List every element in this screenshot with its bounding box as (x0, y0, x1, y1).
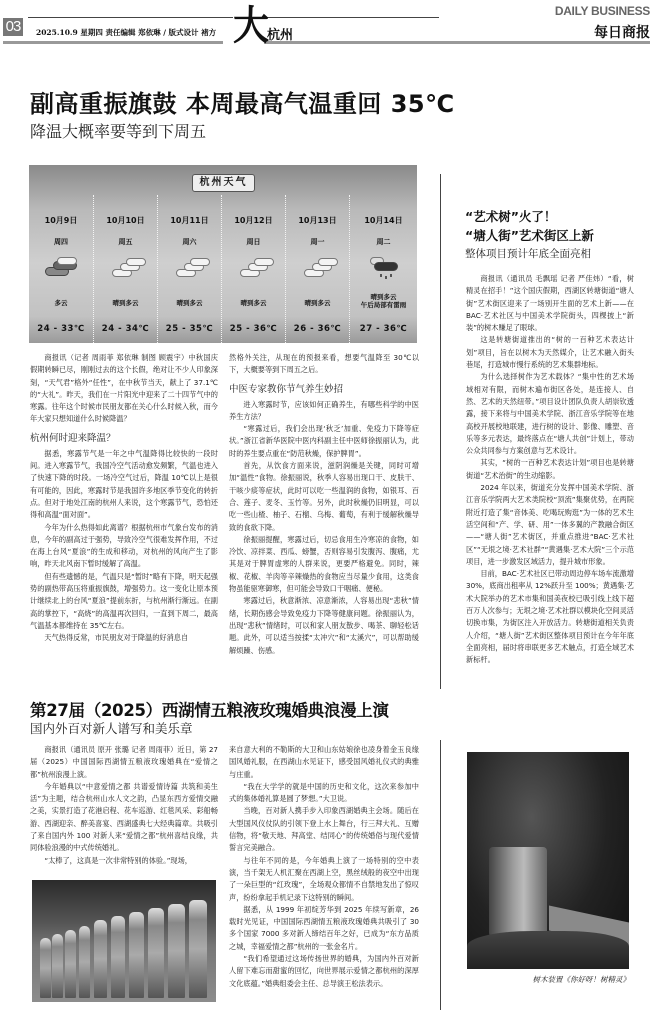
section-logo-char: 大 (233, 2, 269, 49)
forecast-description: 晴到多云 (240, 299, 267, 307)
paragraph: 商报讯（通讯员 原开 张璐 记者 周雨菲）近日，第 27 届（2025）中国国际西湖情五粮液玫瑰婚典在“爱情之都”杭州浪漫上演。 (30, 745, 218, 779)
art-headline-line1: “艺术树”火了！ (465, 209, 557, 224)
paragraph: 今年为什么热得如此离谱？根据杭州市气象台发布的消息，今年的副高过于强势，导致冷空气很难发挥作用，不过在海上台风“夏浪”的生成和移动，对杭州的风向产生了影响，昨天北风南下暂时缓解了高温。 (30, 522, 218, 569)
sunny-to-cloudy-icon (238, 257, 270, 283)
forecast-temperature: 25 - 35℃ (165, 324, 214, 334)
lead-story-column-1 (30, 352, 218, 645)
paragraph: 据悉，寒露节气是一年之中气温降得比较快的一段时间。进入寒露节气，我国冷空气活动愈发频繁，气温也进入了快速下降的时段。一场冷空气过后，降温 10℃以上是很有可能的，因此，寒露时节是我国许多地区季节变化的转折点。但对于地处江南的杭州人来说，这个寒露节气，恐怕还得和高温“面对面”。 (30, 448, 218, 520)
masthead-rule (262, 17, 439, 18)
paragraph: 其实，“树的一百种艺术表达计划”项目也是转塘街道“艺术治街”的生动缩影。 (466, 458, 634, 480)
column-divider (440, 174, 441, 689)
paragraph: 目前，BAC·艺术社区已带动周边停车场车流激增 30%，底商出租率从 12%跃升至 100%；黄遇集·艺术大院举办的艺术市集和国美夜校已吸引线上线下超百万人次参与；无垠之境·艺术社群以模块化空间灵活切换市集，为街区注入开放活力。转塘街道相关负责人介绍，“塘人街”艺术街区整体项目预计在今年年底全面亮相，届时将串联更多艺术触点，打造全域艺术新标杆。 (466, 569, 634, 665)
forecast-description: 晴到多云 (112, 299, 139, 307)
photo-caption: 树木装置《你好呀！树精灵》 (532, 975, 630, 984)
page-number: 03 (3, 18, 23, 36)
wedding-story-column-1 (30, 744, 218, 867)
section-name: 杭州 (267, 28, 294, 43)
forecast-description (350, 293, 417, 309)
paragraph: “寒露过后，我们会出现‘秋乏’加重、免疫力下降等症状。”浙江省新华医院中医内科副主任中医师徐振丽认为，此时的养生要点重在“防范秋燥，保护脾胃”。 (229, 424, 419, 458)
forecast-day (157, 195, 221, 343)
tree-art-photo (467, 752, 629, 969)
section-subheading: 中医专家教你节气养生妙招 (229, 383, 344, 395)
forecast-temperature: 24 - 33℃ (37, 324, 85, 334)
forecast-date: 10月9日 (44, 216, 78, 225)
sunny-to-cloudy-icon (110, 257, 142, 283)
forecast-weekday: 周四 (54, 238, 68, 246)
paragraph: 进入寒露时节，应该如何正确养生，有哪些科学的中医养生方法？ (229, 399, 419, 421)
wedding-story-column-2 (229, 744, 419, 990)
forecast-description: 多云 (54, 299, 68, 307)
art-headline-line2: “塘人街”艺术街区上新 (465, 228, 594, 243)
brand-name-cn: 每日商报 (594, 25, 650, 41)
forecast-date: 10月10日 (106, 216, 145, 225)
paragraph: 来自意大利的不勒斯的大卫和山东姑娘徐也凌身着金玉良缘国风婚礼服，在西湖山水见证下，感受国风婚礼仪式的典雅与庄重。 (229, 745, 419, 779)
wedding-photo (32, 880, 216, 1002)
paragraph: 首先，从饮食方面来说，滋阴润燥是关键，同时可增加“温性”食物。徐振丽说，秋季人容易出现口干、皮肤干、干咳少痰等症状，此时可以吃一些温润的食物，如银耳、百合、莲子、麦冬、玉竹等。另外，此时秋燥仍旧明显，可以吃一些山楂、柚子、石榴、乌梅、葡萄，有利于缓解秋燥导致的食欲下降。 (229, 461, 419, 532)
weather-forecast-panel (29, 165, 417, 343)
forecast-weekday: 周五 (118, 238, 133, 246)
forecast-description-line1: 晴到多云 (370, 293, 397, 301)
forecast-temperature: 24 - 34℃ (101, 324, 150, 334)
paragraph: “我们希望通过这场传扬世界的婚典，为国内外百对新人留下难忘而甜蜜的回忆，向世界展示爱情之都杭州的深厚文化底蕴。”婚典组委会主任、总导演王松法表示。 (229, 954, 419, 988)
paragraph: 与往年不同的是，今年婚典上演了一场特别的空中表演，当千架无人机汇聚在西湖上空，黑丝绒般的夜空中出现了一朵巨型的“红玫瑰”，全场观众都情不自禁地发出了惊叹声，纷纷拿起手机记录下这特别的瞬间。 (229, 855, 419, 902)
sunny-to-cloudy-icon (302, 257, 334, 283)
paragraph: 寒露过后，秋意渐浓、凉意渐浓，人容易出现“悲秋”情绪，长期伤感会导致免疫力下降等健康问题。徐振丽认为，出现“悲秋”情绪时，可以和家人朋友散步、喝茶、聊轻松话题。此外，可以适当按揉“太冲穴”和“太溪穴”，可以帮助缓解烦躁、伤感。 (229, 596, 419, 655)
forecast-weekday: 周日 (246, 238, 261, 246)
cloudy-icon (45, 257, 77, 283)
paragraph: 今年婚典以“中意爱情之都 共谱爱情诗篇 共筑和美生活”为主题，结合杭州山水人文之韵，凸显东西方爱情交融之美，实景打造了花港启程、花车巡游、红毯风采、彩船畅游、西湖迎亲、醉美喜宴、西湖盛典七大经典篇章。共吸引了来自国内外 100 对新人来“爱情之都”杭州喜结良缘，共同体验浪漫的中式传统婚礼。 (30, 781, 218, 853)
lead-subhead: 降温大概率要等到下周五 (30, 122, 207, 141)
paragraph: 但有些遗憾的是，气温只是“暂时”略有下降，明天起强势的副热带高压将重振旗鼓，增强势力。这一变化让原本预计继续北上的台风“夏浪”提前东折，与杭州渐行渐远。在副高的掌控下，“高烧”的高温再次回归，一直到下周二，最高气温基本都维持在 35℃左右。 (30, 571, 218, 630)
brand-name-en: DAILY BUSINESS (554, 4, 650, 18)
paragraph: 商报讯（记者 周雨菲 郑依琳 制图 顾震宇）中秋国庆假期转瞬已尽，刚刚过去的这个长假，绝对让不少人印象深刻，“天气君”格外“任性”，在中秋节当天，献上了 37.1℃的“大礼”。昨天，我们在一片阳光中迎来了二十四节气中的寒露。往年这个时候市民朋友都在关心什么时候入秋，而今年大家只想知道什么时候降温？ (30, 353, 218, 424)
paragraph: 徐振丽提醒，寒露过后，切忌食用生冷寒凉的食物，如冷饮、凉拌菜、西瓜、螃蟹，否则容易引发腹泻、腹痛，尤其是对于脾胃虚寒的人群来说，更要严格避免。同时，辣椒、花椒、羊肉等辛辣燥热的食物应当尽量少食用，这类食物虽能驱寒御寒，但可能会导致口干咽痛、便秘。 (229, 534, 419, 594)
forecast-date: 10月14日 (364, 216, 403, 225)
forecast-weekday: 周二 (376, 238, 391, 246)
forecast-date: 10月11日 (170, 216, 209, 225)
art-subhead: 整体项目预计年底全面亮相 (465, 248, 591, 260)
wedding-subhead: 国内外百对新人谱写和美乐章 (30, 721, 193, 736)
forecast-day (93, 195, 157, 343)
forecast-description: 晴到多云 (176, 299, 203, 307)
issue-meta: 2025.10.9 星期四 责任编辑 郑依琳 / 版式设计 褚方 (36, 28, 217, 37)
masthead-band (264, 41, 650, 44)
paragraph: 据悉，从 1999 年初绽芳华到 2025 年续写新章，26 载时光见证，中国国际西湖情五粮液玫瑰婚典共吸引了 30 多个国家 7000 多对新人缔结百年之好，已成为“东方品质之城，幸福爱情之都”杭州的一张金名片。 (229, 904, 419, 951)
forecast-weekday: 周一 (310, 238, 325, 246)
forecast-temperature: 27 - 36℃ (359, 324, 408, 334)
sunny-to-cloudy-icon (174, 257, 206, 283)
forecast-date: 10月12日 (234, 216, 273, 225)
section-subheading: 杭州何时迎来降温？ (30, 432, 116, 444)
lead-story-column-2 (229, 352, 419, 657)
masthead-band (3, 41, 223, 44)
paragraph: 当晚，百对新人携手步入印象西湖婚典主会场。随后在大型国风仪仗队的引领下登上水上舞台，行三拜大礼、互赠信物，将“敬天地、拜高堂、结同心”的传统婚俗与现代爱情誓言完美融合。 (229, 806, 419, 853)
weather-panel-title: 杭州天气 (192, 174, 255, 192)
paragraph: 天气热得反常，市民朋友对于降温的好消息自 (44, 633, 189, 643)
lead-headline: 副高重振旗鼓 本周最高气温重回 35℃ (30, 90, 455, 118)
forecast-weekday: 周六 (182, 238, 197, 246)
paragraph: 这是转塘街道推出的“树的一百种艺术表达计划”项目，旨在以树木为天然媒介，让艺术融入街头巷尾，打造城市慢行系统的艺术集群地标。 (466, 335, 634, 370)
forecast-day (221, 195, 285, 343)
thunderstorm-icon (366, 257, 398, 283)
paragraph: “太棒了，这真是一次非常特别的体验。”现场， (44, 855, 192, 865)
paragraph: 商报讯（通讯员 毛飘瑶 记者 严佳炜）“看，树精灵在招手！”这个国庆假期，西湖区转塘街道“塘人街”艺术街区迎来了一场别开生面的艺术上新——在 BAC·艺术社区与中国美术学院街头，四棵披上“新装”的树木赚足了眼球。 (466, 274, 634, 333)
forecast-description-line2: 午后局部有雷雨 (360, 301, 407, 309)
wedding-headline: 第27届（2025）西湖情五粮液玫瑰婚典浪漫上演 (30, 701, 389, 720)
forecast-date: 10月13日 (298, 216, 337, 225)
forecast-temperature: 26 - 36℃ (293, 324, 342, 334)
paragraph: 然格外关注，从现在的预报来看，想要气温降至 30℃以下，大概要等到下周五之后。 (229, 353, 419, 375)
paragraph: 2024 年以来，街道充分发挥中国美术学院、浙江音乐学院两大艺术类院校“顶流”集聚优势，在两院附近打造了集“音体美、吃喝玩购逛”为一体的艺术生活空间和“产、学、研、用”一体多翼的产教融合街区——“塘人街”艺术街区，并重点推进“BAC·艺术社区”“无垠之境·艺术社群”“黄遇集·艺术大院”三个示范项目，进一步激发区域活力，提升城市形象。 (466, 483, 634, 566)
paragraph: 为什么选择树作为艺术载体？“集中性的艺术场域相对有限，而树木遍布街区各处，是连接人、自然、艺术的天然纽带。”项目设计团队负责人胡崇钦透露，接下来将与中国美术学院、浙江音乐学院等在地高校开展校地联建，进行树的设计、影像、雕塑、音乐等多元表达，最终落点在“塘人共创”计划上，带动公众共同参与方案创意与艺术设计。 (466, 372, 634, 456)
forecast-day (285, 195, 349, 343)
column-divider (440, 740, 441, 1010)
art-story-column (466, 273, 634, 667)
paragraph: “我在大学学的就是中国的历史和文化，这次来参加中式的集体婚礼算是圆了梦想。”大卫说。 (229, 781, 419, 804)
forecast-day (29, 195, 93, 343)
masthead-rule (28, 17, 233, 18)
forecast-temperature: 25 - 36℃ (229, 324, 278, 334)
forecast-description: 晴到多云 (304, 299, 331, 307)
forecast-day (349, 195, 417, 343)
